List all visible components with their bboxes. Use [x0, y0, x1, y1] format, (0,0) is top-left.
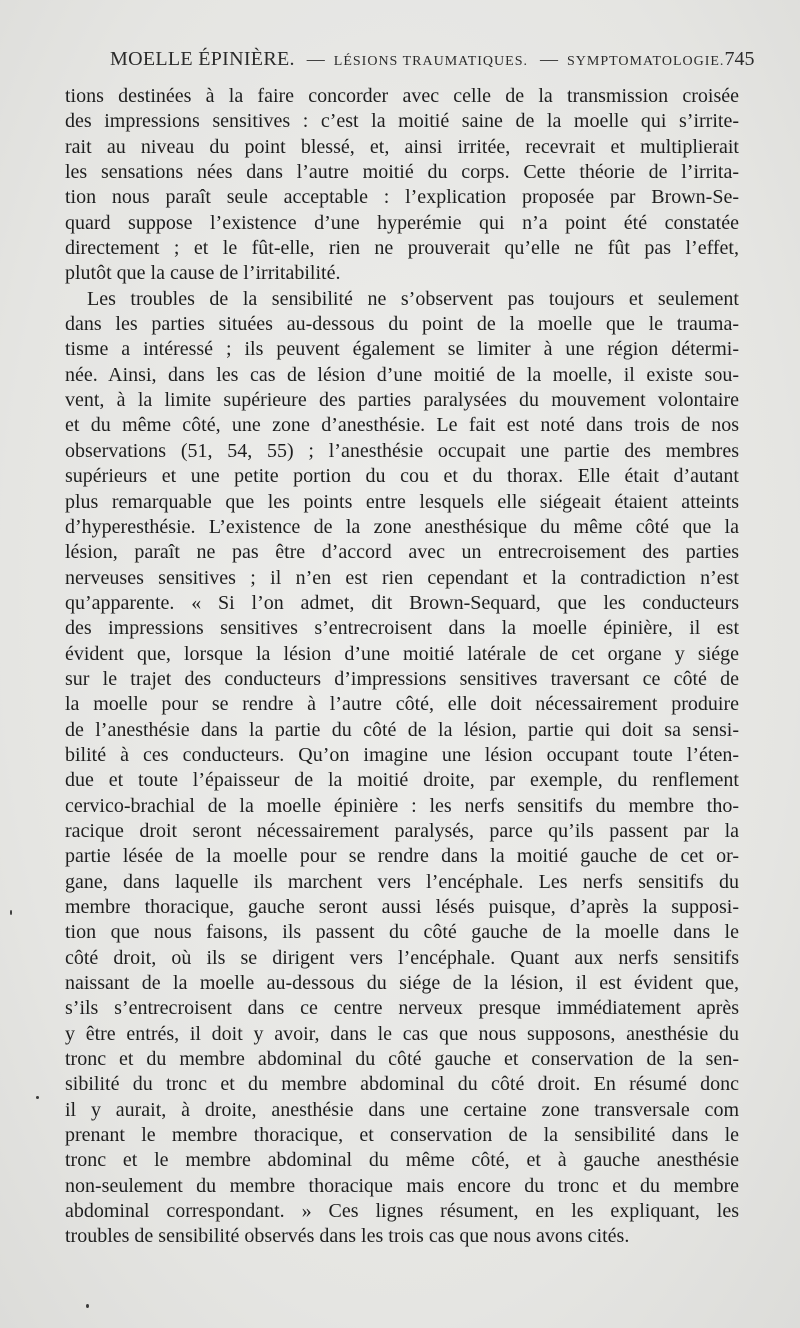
- text-line: côté droit, où ils se dirigent vers l’encéphale. Quant aux nerfs sensitifs: [65, 946, 739, 969]
- text-line: lésion, paraît ne pas être d’accord avec un entrecroisement des parties: [65, 541, 739, 564]
- running-header: [110, 48, 755, 78]
- ink-speck: [10, 910, 12, 915]
- text-line: quard suppose l’existence d’une hyperémie qui n’a point été constatée: [65, 211, 739, 234]
- text-line: bilité à ces conducteurs. Qu’on imagine une lésion occupant toute l’éten-: [65, 743, 739, 766]
- header-dash: —: [539, 49, 558, 69]
- header-dash: —: [306, 49, 325, 69]
- text-line: tion nous paraît seule acceptable : l’explication proposée par Brown-Se-: [65, 186, 739, 209]
- text-line: gane, dans laquelle ils marchent vers l’encéphale. Les nerfs sensitifs du: [65, 870, 739, 893]
- text-line: racique droit seront nécessairement paralysés, parce qu’ils passent par la: [65, 819, 739, 842]
- text-line: due et toute l’épaisseur de la moitié droite, par exemple, du renflement: [65, 769, 739, 792]
- text-line: des impressions sensitives s’entrecroisent dans la moelle épinière, il est: [65, 617, 739, 640]
- text-line: les sensations nées dans l’autre moitié du corps. Cette théorie de l’irrita-: [65, 161, 739, 184]
- text-line: sibilité du tronc et du membre abdominal du côté droit. En résumé donc: [65, 1073, 739, 1096]
- text-line: d’hyperesthésie. L’existence de la zone anesthésique du même côté que la: [65, 515, 739, 538]
- text-line: il y aurait, à droite, anesthésie dans une certaine zone transversale com: [65, 1098, 739, 1121]
- text-line: qu’apparente. « Si l’on admet, dit Brown-Sequard, que les conducteurs: [65, 591, 739, 614]
- text-line: supérieurs et une petite portion du cou et du thorax. Elle était d’autant: [65, 465, 739, 488]
- header-section: LÉSIONS TRAUMATIQUES.: [333, 54, 528, 69]
- text-line: et du même côté, une zone d’anesthésie. Le fait est noté dans trois de nos: [65, 414, 739, 437]
- text-line: directement ; et le fût-elle, rien ne prouverait qu’elle ne fût pas l’effet,: [65, 237, 739, 260]
- text-line: rait au niveau du point blessé, et, ainsi irritée, recevrait et multiplierait: [65, 135, 739, 158]
- page-number: 745: [724, 48, 755, 70]
- text-line: prenant le membre thoracique, et conservation de la sensibilité dans le: [65, 1124, 739, 1147]
- ink-speck: [36, 1096, 39, 1099]
- text-line: de l’anesthésie dans la partie du côté de la lésion, partie qui doit sa sensi-: [65, 718, 739, 741]
- text-line: s’ils s’entrecroisent dans ce centre nerveux presque immédiatement après: [65, 997, 739, 1020]
- header-subsection: SYMPTOMATOLOGIE.: [566, 54, 725, 69]
- text-line: Les troubles de la sensibilité ne s’observent pas toujours et seulement: [87, 287, 739, 310]
- text-line: tisme a intéressé ; ils peuvent également se limiter à une région détermi-: [65, 338, 739, 361]
- text-line: plutôt que la cause de l’irritabilité.: [65, 262, 341, 285]
- text-line: y être entrés, il doit y avoir, dans le cas que nous supposons, anesthésie du: [65, 1022, 739, 1045]
- text-line: naissant de la moelle au-dessous du siége de la lésion, il est évident que,: [65, 972, 739, 995]
- text-line: membre thoracique, gauche seront aussi lésés puisque, d’après la supposi-: [65, 896, 739, 918]
- text-line: nerveuses sensitives ; il n’en est rien cependant et la contradiction n’est: [65, 566, 739, 589]
- text-line: troubles de sensibilité observés dans les trois cas que nous avons cités.: [65, 1225, 630, 1248]
- text-line: tion que nous faisons, ils passent du côté gauche de la moelle dans le: [65, 921, 739, 944]
- text-line: évident que, lorsque la lésion d’une moitié latérale de cet organe y siége: [65, 642, 739, 665]
- text-line: partie lésée de la moelle pour se rendre dans la moitié gauche de cet or-: [65, 845, 739, 868]
- text-line: abdominal correspondant. » Ces lignes résument, en les expliquant, les: [65, 1200, 739, 1223]
- text-line: tions destinées à la faire concorder avec celle de la transmission croisée: [65, 85, 739, 107]
- paragraph: [65, 287, 739, 1250]
- text-line: plus remarquable que les points entre lesquels elle siégeait étaient atteints: [65, 490, 739, 513]
- ink-speck: [86, 1304, 89, 1308]
- text-line: tronc et le membre abdominal du même côté, et à gauche anesthésie: [65, 1149, 739, 1172]
- text-line: dans les parties situées au-dessous du point de la moelle que le trauma-: [65, 313, 739, 336]
- text-line: la moelle pour se rendre à l’autre côté, elle doit nécessairement produire: [65, 693, 739, 716]
- text-line: observations (51, 54, 55) ; l’anesthésie occupait une partie des membres: [65, 439, 739, 462]
- header-title: MOELLE ÉPINIÈRE.: [110, 48, 295, 70]
- text-line: née. Ainsi, dans les cas de lésion d’une moitié de la moelle, il existe sou-: [65, 363, 739, 386]
- text-line: cervico-brachial de la moelle épinière : les nerfs sensitifs du membre tho-: [65, 794, 739, 817]
- body-text: [65, 84, 739, 1250]
- text-line: non-seulement du membre thoracique mais encore du tronc et du membre: [65, 1174, 739, 1197]
- text-line: sur le trajet des conducteurs d’impressions sensitives traversant ce côté de: [65, 667, 739, 690]
- text-line: tronc et du membre abdominal du côté gauche et conservation de la sen-: [65, 1048, 739, 1071]
- text-line: des impressions sensitives : c’est la moitié saine de la moelle qui s’irrite-: [65, 110, 739, 133]
- paragraph: [65, 84, 739, 287]
- text-line: vent, à la limite supérieure des parties paralysées du mouvement volontaire: [65, 389, 739, 412]
